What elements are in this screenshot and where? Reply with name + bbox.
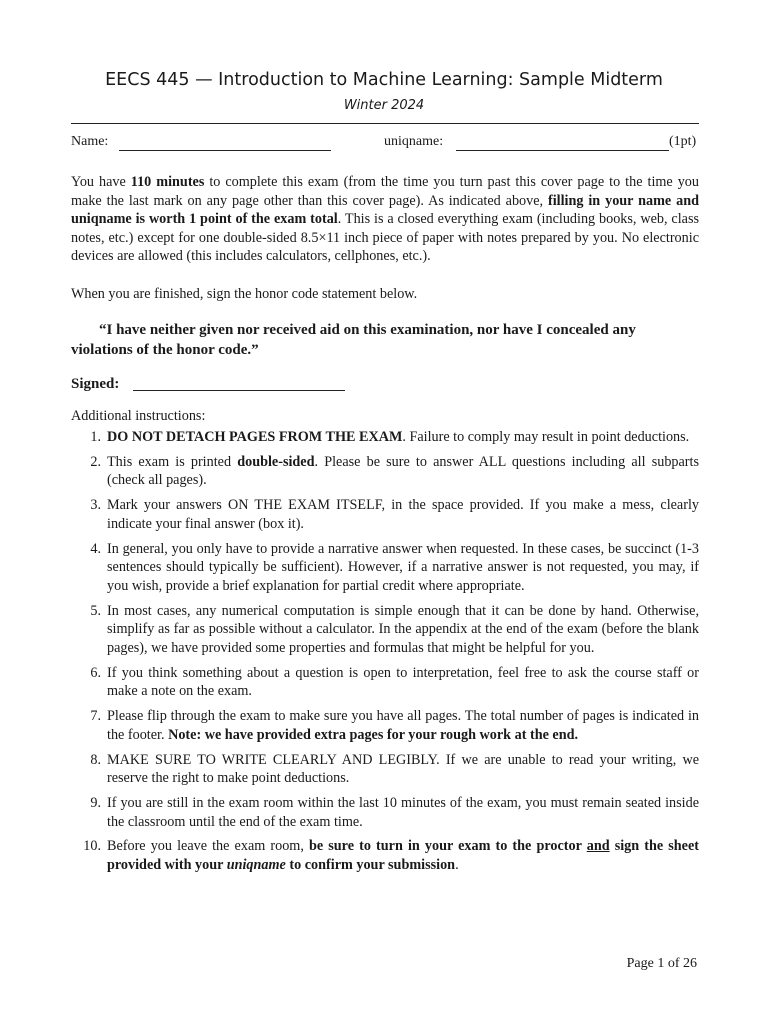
item-text: Please flip through the exam to make sure you have all pages. The total number of pages is indicated in the footer. — [107, 708, 699, 743]
finish-instruction: When you are finished, sign the honor code statement below. — [71, 286, 418, 302]
points-label: (1pt) — [669, 134, 697, 149]
list-number: 3. — [90, 497, 101, 514]
page-number: Page 1 of 26 — [626, 956, 697, 971]
name-point-note: filling in your name and uniqname is worth 1 point of the exam total — [71, 192, 700, 227]
list-item — [71, 707, 699, 744]
list-item — [71, 428, 699, 447]
list-number: 6. — [90, 664, 101, 681]
signature-row — [71, 376, 119, 393]
item-text: In general, you only have to provide a narrative answer when requested. In these cases, be succinct (1-3 sentences should typically be sufficient). However, if a narrative answer is not requested, you may, if you wish, provide a brief explanation for partial credit where appropriate. — [107, 540, 699, 594]
list-item — [71, 540, 699, 596]
signature-field[interactable] — [133, 390, 345, 391]
intro-text: . This is a closed everything exam (including books, web, class notes, etc.) except for one double-sided 8.5×11 inch piece of paper with notes prepared by you. No electronic devices are allowed (this includes calculators, cellphones, etc.). — [71, 211, 699, 264]
list-item — [71, 496, 699, 533]
title-divider — [71, 123, 699, 124]
list-number: 9. — [90, 794, 101, 811]
list-number: 2. — [90, 453, 101, 470]
intro-paragraph — [71, 173, 699, 266]
list-number: 1. — [90, 429, 101, 445]
list-number: 5. — [90, 602, 101, 619]
name-label: Name: — [71, 134, 109, 149]
item-text: Mark your answers ON THE EXAM ITSELF, in the space provided. If you make a mess, clearly indicate your final answer (box it). — [107, 497, 699, 532]
uniqname-label: uniqname: — [384, 134, 444, 149]
list-item — [71, 602, 699, 658]
item-text: MAKE SURE TO WRITE CLEARLY AND LEGIBLY. If we are unable to read your writing, we reserve the right to make point deductions. — [107, 751, 699, 787]
exam-title: EECS 445 — Introduction to Machine Learning: Sample Midterm — [105, 70, 663, 90]
item-emphasis: to confirm your submission — [285, 857, 456, 874]
item-text: This exam is printed — [107, 453, 238, 470]
item-text: Before you leave the exam room, — [107, 838, 309, 855]
item-emphasis: be sure to turn in your exam to the proctor — [308, 838, 587, 855]
item-emphasis: double-sided — [237, 453, 315, 470]
list-item — [71, 794, 699, 831]
item-text: In most cases, any numerical computation is simple enough that it can be done by hand. Otherwise, simplify as far as possible without a calculator. In the appendix at the end of the exam (before the blank pages), we have provided some properties and formulas that might be helpful for you. — [107, 602, 699, 657]
item-emphasis: sign the sheet provided with your — [107, 838, 700, 874]
name-field[interactable] — [119, 150, 331, 151]
list-item — [71, 453, 699, 490]
list-item — [71, 664, 699, 701]
uniqname-field[interactable] — [456, 150, 669, 151]
honor-code-statement — [71, 320, 699, 360]
list-number: 7. — [90, 708, 101, 725]
item-emphasis-underlined: and — [586, 838, 610, 855]
name-row — [71, 134, 702, 154]
instructions-list — [71, 428, 699, 881]
honor-code-text: “I have neither given nor received aid on this examination, nor have I concealed any violations of the honor code.” — [71, 322, 636, 358]
item-emphasis: Note: we have provided extra pages for your rough work at the end. — [168, 726, 579, 743]
item-emphasis: DO NOT DETACH PAGES FROM THE EXAM — [107, 429, 403, 445]
time-limit: 110 minutes — [130, 174, 205, 190]
item-text: . — [455, 857, 459, 874]
list-number: 10. — [83, 838, 101, 855]
item-text: If you think something about a question is open to interpretation, feel free to ask the course staff or make a note on the exam. — [107, 664, 699, 700]
list-item — [71, 751, 699, 788]
instructions-heading: Additional instructions: — [71, 408, 206, 424]
item-text: If you are still in the exam room within the last 10 minutes of the exam, you must remain seated inside the classroom until the end of the exam time. — [107, 794, 699, 830]
intro-text: to complete this exam (from the time you turn past this cover page to the time you make the last mark on any page other than this cover page). As indicated above, — [71, 174, 699, 209]
signed-label: Signed: — [71, 376, 120, 392]
intro-text: You have — [71, 174, 131, 190]
list-item — [71, 837, 699, 874]
exam-term: Winter 2024 — [343, 98, 425, 113]
item-text: . Please be sure to answer ALL questions including all subparts (check all pages). — [107, 453, 699, 489]
item-text: . Failure to comply may result in point deductions. — [402, 429, 690, 445]
list-number: 4. — [90, 540, 101, 557]
item-emphasis-italic: uniqname — [226, 857, 286, 874]
list-number: 8. — [90, 751, 101, 768]
